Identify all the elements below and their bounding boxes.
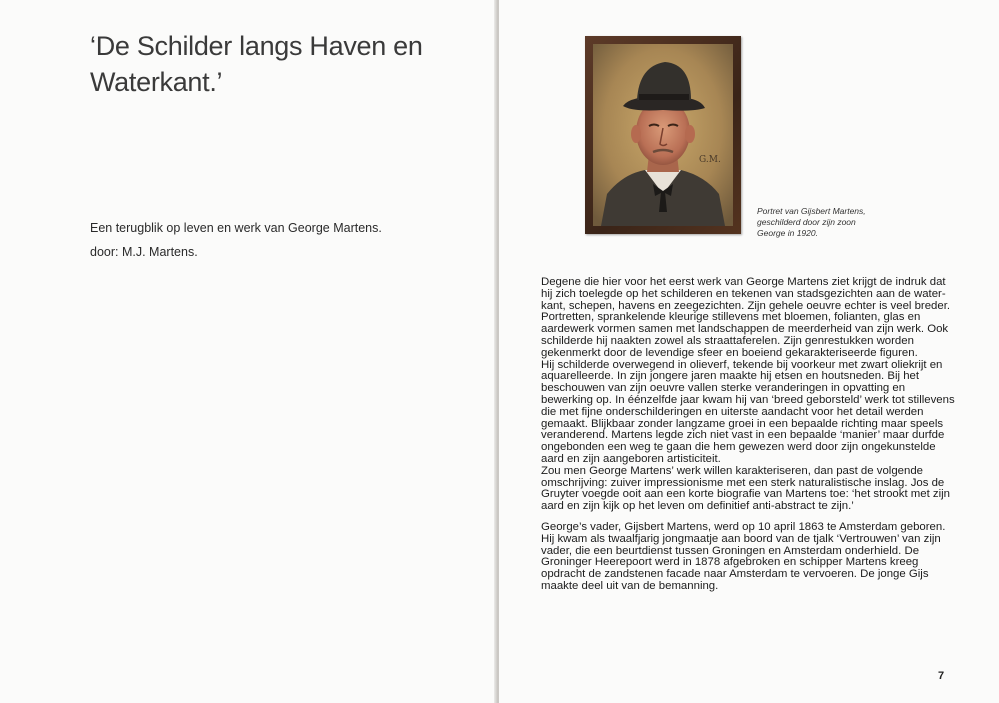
text-line: gemaakt. Blijkbaar zonder langzame groei in een bepaalde richting maar speels [541, 417, 944, 430]
title-line: ‘De Schilder langs Haven en [90, 31, 423, 61]
text-line: Degene die hier voor het eerst werk van George Martens ziet krijgt de indruk dat [541, 276, 946, 288]
text-line: Groninger Heerepoort werd in 1878 afgebroken en schipper Martens kreeg [541, 556, 919, 569]
article-author: door: M.J. Martens. [90, 245, 198, 259]
portrait-image [593, 44, 733, 226]
painting-signature: G.M. [699, 155, 721, 165]
left-page [0, 0, 498, 703]
text-line: aardewerk vormen samen met landschappen de meerderheid van zijn werk. Ook [541, 323, 949, 336]
body-paragraph-2 [541, 522, 961, 593]
text-line: opdracht de zandstenen facade naar Amsterdam te vervoeren. De jonge Gijs [541, 568, 929, 581]
caption-line: Portret van Gijsbert Martens, [757, 206, 866, 216]
text-line: Zou men George Martens’ werk willen karakteriseren, dan past de volgende [541, 464, 923, 477]
text-line: veranderend. Martens legde zich niet vast in een bepaalde ‘manier’ maar durfde [541, 429, 945, 442]
article-title [90, 28, 470, 100]
text-line: bewerking op. In éénzelfde jaar kwam hij van ‘breed geborsteld’ werk tot stillevens [541, 393, 955, 406]
portrait-painting [585, 36, 741, 234]
text-line: Gruyter voegde ooit aan een korte biografie van Martens toe: ‘het strookt met zijn [541, 488, 951, 501]
text-line: aard en zijn kijk op het leven om definitief anti-abstract te zijn.’ [541, 500, 854, 513]
text-line: George’s vader, Gijsbert Martens, werd op 10 april 1863 te Amsterdam geboren. [541, 520, 946, 533]
text-line: schilderde hij naakten zowel als straattaferelen. Zijn genrestukken worden [541, 334, 914, 347]
caption-line: geschilderd door zijn zoon [757, 217, 856, 227]
body-paragraph-1 [541, 277, 961, 513]
text-line: beschouwen van zijn oeuvre vallen sterke veranderingen in opvatting en [541, 382, 906, 395]
text-line: Portretten, sprankelende kleurige stillevens met bloemen, folianten, glas en [541, 311, 921, 324]
text-line: kant, schepen, havens en zeegezichten. Zijn gehele oeuvre echter is veel breder. [541, 299, 951, 312]
caption-line: George in 1920. [757, 228, 818, 238]
text-line: Hij schilderde overwegend in olieverf, tekende bij voorkeur met zwart oliekrijt en [541, 358, 943, 371]
text-line: aquarelleerde. In zijn jongere jaren maakte hij etsen en houtsneden. Bij het [541, 370, 920, 383]
text-line: maakte deel uit van de bemanning. [541, 579, 719, 592]
portrait-caption [757, 206, 887, 239]
text-line: die met fijne onderschilderingen en uiterste aandacht voor het detail werden [541, 405, 924, 418]
text-line: ongebonden een weg te gaan die hem gewezen werd door zijn ongekunstelde [541, 441, 936, 454]
text-line: Hij kwam als twaalfjarig jongmaatje aan boord van de tjalk ‘Vertrouwen’ van zijn [541, 532, 941, 545]
text-line: vader, die een beurtdienst tussen Groningen en Amsterdam onderhield. De [541, 544, 920, 557]
text-line: hij zich toelegde op het schilderen en tekenen van stadsgezichten aan de water- [541, 287, 946, 300]
text-line: omschrijving: zuiver impressionisme met een sterk naturalistische inslag. Jos de [541, 476, 945, 489]
text-line: gekenmerkt door de levendige sfeer en boeiend gekarakteriseerde figuren. [541, 346, 918, 359]
title-line: Waterkant.’ [90, 67, 223, 97]
article-subtitle: Een terugblik op leven en werk van George Martens. [90, 221, 382, 235]
page-number: 7 [938, 670, 945, 682]
article-body [541, 277, 961, 593]
text-line: aard en zijn aangeboren artisticiteit. [541, 452, 721, 465]
